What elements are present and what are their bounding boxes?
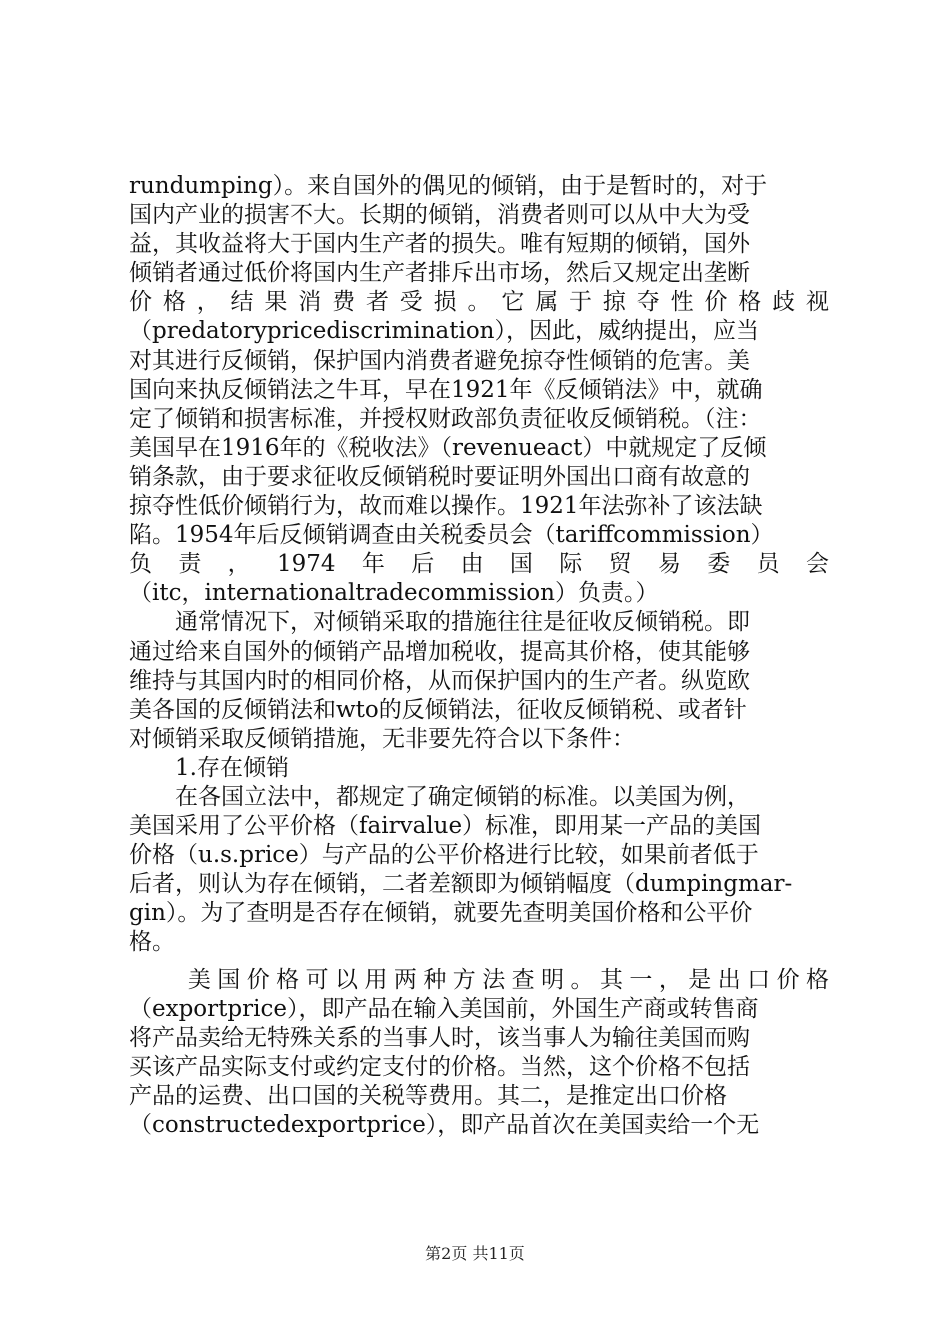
text-line: 销条款，由于要求征收反倾销税时要证明外国出口商有故意的 <box>129 463 750 490</box>
text-line: 价格（u.s.price）与产品的公平价格进行比较，如果前者低于 <box>129 842 759 869</box>
text-line: 维持与其国内时的相同价格，从而保护国内的生产者。纵览欧 <box>129 667 750 694</box>
text-line: rundumping）。来自国外的偶见的倾销，由于是暂时的，对于 <box>129 173 768 199</box>
text-line: （exportprice），即产品在输入美国前，外国生产商或转售商 <box>129 995 759 1022</box>
text-line: 美国早在1916年的《税收法》（revenueact）中就规定了反倾 <box>129 434 767 461</box>
paragraph-gap <box>129 958 829 966</box>
text-line: 陷。1954年后反倾销调查由关税委员会（tariffcommission） <box>129 522 774 549</box>
text-line: 产品的运费、出口国的关税等费用。其二，是推定出口价格 <box>129 1082 727 1109</box>
text-line: 后者，则认为存在倾销，二者差额即为倾销幅度（dumpingmar- <box>129 871 793 898</box>
text-line: 国内产业的损害不大。长期的倾销，消费者则可以从中大为受 <box>129 202 750 229</box>
text-line: 对其进行反倾销，保护国内消费者避免掠夺性倾销的危害。美 <box>129 347 750 374</box>
text-line: 倾销者通过低价将国内生产者排斥出市场，然后又规定出垄断 <box>129 260 750 287</box>
text-line: 价格，结果消费者受损。它属于掠夺性价格歧视 <box>129 289 829 316</box>
text-line: 通过给来自国外的倾销产品增加税收，提高其价格，使其能够 <box>129 638 750 665</box>
text-line: 在各国立法中，都规定了确定倾销的标准。以美国为例， <box>129 783 750 810</box>
body-text <box>129 172 829 1140</box>
page-footer: 第2页 共11页 <box>425 1244 525 1263</box>
text-line: 美国采用了公平价格（fairvalue）标准，即用某一产品的美国 <box>129 813 762 840</box>
text-line: （predatorypricediscrimination），因此，威纳提出，应当 <box>129 318 759 345</box>
text-line: 美国价格可以用两种方法查明。其一，是出口价格 <box>129 966 829 993</box>
text-line: 将产品卖给无特殊关系的当事人时，该当事人为输往美国而购 <box>129 1024 750 1051</box>
section-heading: 1.存在倾销 <box>129 754 289 781</box>
text-line: 买该产品实际支付或约定支付的价格。当然，这个价格不包括 <box>129 1053 750 1080</box>
text-line: 国向来执反倾销法之牛耳，早在1921年《反倾销法》中，就确 <box>129 376 763 403</box>
text-line: （constructedexportprice），即产品首次在美国卖给一个无 <box>129 1112 760 1138</box>
text-line: gin）。为了查明是否存在倾销，就要先查明美国价格和公平价 <box>129 900 753 927</box>
text-line: 益，其收益将大于国内生产者的损失。唯有短期的倾销，国外 <box>129 231 750 258</box>
text-line: 通常情况下，对倾销采取的措施往往是征收反倾销税。即 <box>129 609 750 636</box>
text-line: 对倾销采取反倾销措施，无非要先符合以下条件： <box>129 725 635 752</box>
text-line: 负责，1974年后由国际贸易委员会 <box>129 551 829 578</box>
text-line: 格。 <box>129 929 175 956</box>
text-line: （itc，internationaltradecommission）负责。） <box>129 580 659 607</box>
text-line: 掠夺性低价倾销行为，故而难以操作。1921年法弥补了该法缺 <box>129 493 763 520</box>
text-line: 美各国的反倾销法和wto的反倾销法，征收反倾销税、或者针 <box>129 696 747 723</box>
text-line: 定了倾销和损害标准，并授权财政部负责征收反倾销税。（注： <box>129 405 762 432</box>
